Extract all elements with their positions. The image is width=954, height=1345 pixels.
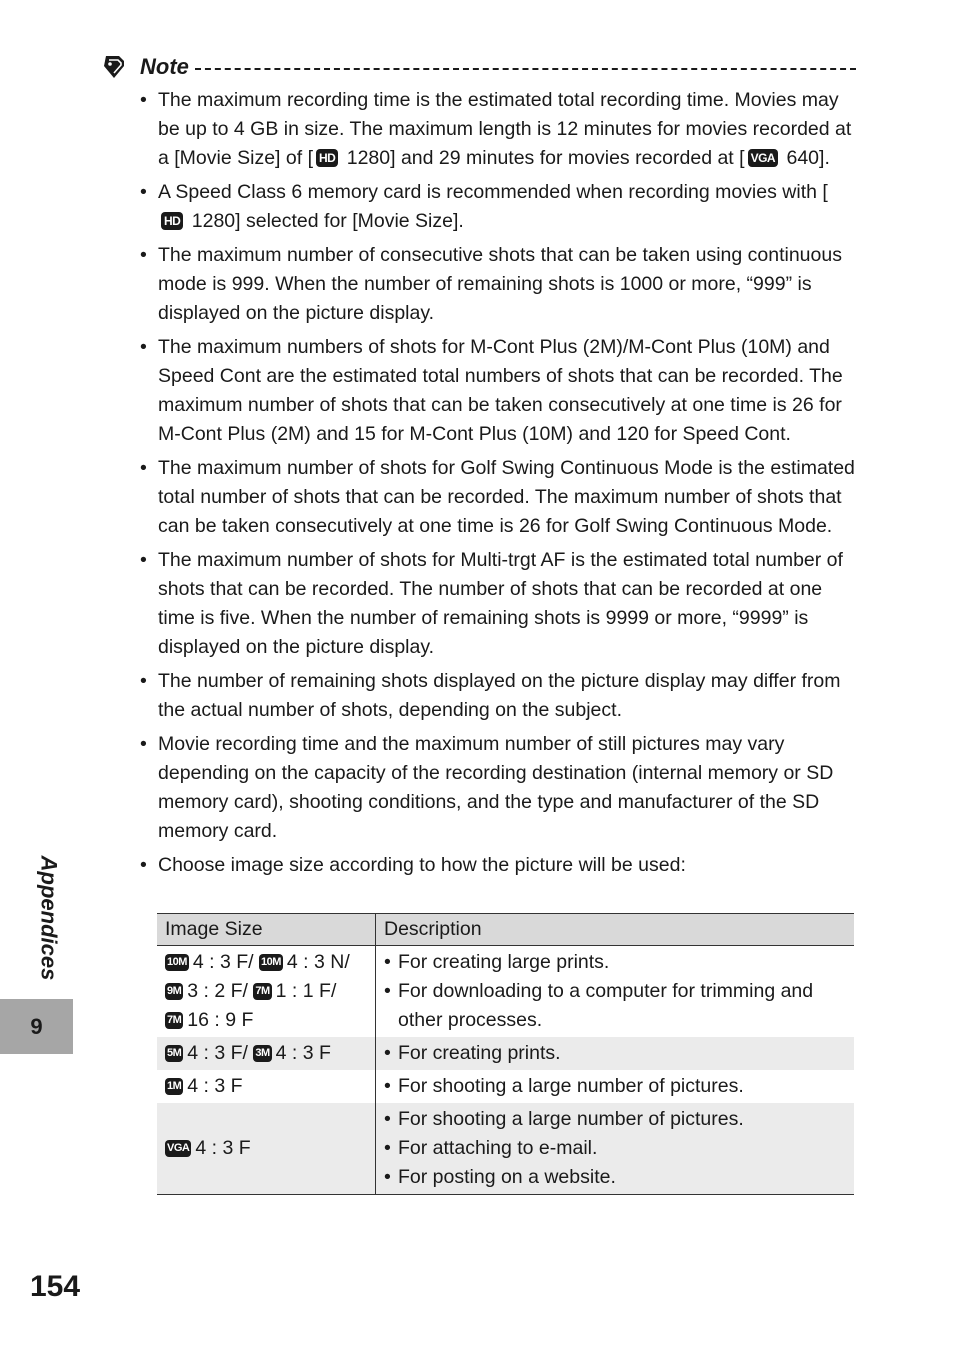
description-item: • For shooting a large number of pictures. <box>384 1105 846 1134</box>
text-run: The maximum recording time is the estimated total recording time. Movies may be up to 4 GB in size. The maximum length is 12 minutes for movies recorded at a [Movie Size] of [ <box>158 89 852 169</box>
text-run: A Speed Class 6 memory card is recommended when recording movies with [ <box>158 181 828 203</box>
text-run: 4 : 3 F <box>195 1137 251 1159</box>
note-item <box>138 851 856 880</box>
text-run: 4 : 3 F <box>187 1075 243 1097</box>
section-side-label <box>26 850 70 985</box>
image-size-line <box>165 977 367 1006</box>
text-run: 3 : 2 F/ <box>187 980 254 1002</box>
image-size-line <box>165 1039 367 1068</box>
image-size-line <box>165 948 367 977</box>
chapter-tab <box>0 999 73 1054</box>
column-header-image-size: Image Size <box>157 914 376 946</box>
note-dashed-rule <box>195 68 856 70</box>
mode-badge-icon: HD <box>316 149 338 167</box>
note-item <box>138 241 856 328</box>
description-item: • For attaching to e-mail. <box>384 1134 846 1163</box>
note-item <box>138 667 856 725</box>
mode-badge-icon: 1M <box>165 1078 183 1095</box>
text-run: 4 : 3 F <box>275 1042 331 1064</box>
table-header-row <box>157 914 854 946</box>
mode-badge-icon: 7M <box>165 1012 183 1029</box>
note-item <box>138 546 856 662</box>
note-item <box>138 178 856 236</box>
text-run: The maximum numbers of shots for M-Cont Plus (2M)/M-Cont Plus (10M) and Speed Cont are the estimated total numbers of shots that can be recorded. The maximum number of shots that can be taken consecutively at one time is 26 for M-Cont Plus (2M) and 15 for M-Cont Plus (10M) and 120 for Speed Cont. <box>158 336 843 445</box>
image-size-cell <box>157 1037 376 1070</box>
text-run: 1280] and 29 minutes for movies recorded at [ <box>341 147 745 169</box>
mode-badge-icon: HD <box>161 212 183 230</box>
image-size-line <box>165 1072 367 1101</box>
table-row <box>157 1103 854 1195</box>
text-run: 16 : 9 F <box>187 1009 254 1031</box>
section-side-label-text: Appendices <box>36 855 62 980</box>
text-run: 1 : 1 F/ <box>275 980 337 1002</box>
text-run: The number of remaining shots displayed on the picture display may differ from the actual number of shots, depending on the subject. <box>158 670 841 721</box>
table-row <box>157 946 854 1038</box>
note-list <box>138 86 856 885</box>
mode-badge-icon: 9M <box>165 983 183 1000</box>
mode-badge-icon: 5M <box>165 1045 183 1062</box>
table-row <box>157 1037 854 1070</box>
mode-badge-icon: 7M <box>253 983 271 1000</box>
image-size-line <box>165 1006 367 1035</box>
description-cell <box>376 1037 855 1070</box>
text-run: The maximum number of consecutive shots that can be taken using continuous mode is 999. When the number of remaining shots is 1000 or more, “999” is displayed on the picture display. <box>158 244 842 324</box>
text-run: Movie recording time and the maximum number of still pictures may vary depending on the capacity of the recording destination (internal memory or SD memory card), shooting conditions, and the type and manufacturer of the SD memory card. <box>158 733 834 842</box>
image-size-cell <box>157 1070 376 1103</box>
mode-badge-icon: 10M <box>259 954 283 971</box>
description-item: • For posting on a website. <box>384 1163 846 1192</box>
note-pencil-icon <box>100 53 128 81</box>
description-cell <box>376 1070 855 1103</box>
text-run: 4 : 3 F/ <box>192 951 260 973</box>
note-item <box>138 333 856 449</box>
text-run: 4 : 3 F/ <box>187 1042 254 1064</box>
mode-badge-icon: VGA <box>165 1140 191 1157</box>
description-item: • For creating prints. <box>384 1039 846 1068</box>
mode-badge-icon: VGA <box>748 149 779 167</box>
text-run: 4 : 3 N/ <box>286 951 350 973</box>
note-header <box>100 50 856 84</box>
column-header-description: Description <box>376 914 855 946</box>
description-item: • For downloading to a computer for trimming and other processes. <box>384 977 846 1035</box>
text-run: The maximum number of shots for Golf Swing Continuous Mode is the estimated total number of shots that can be recorded. The maximum number of shots that can be taken consecutively at one time is 26 for Golf Swing Continuous Mode. <box>158 457 855 537</box>
image-size-line <box>165 1134 367 1163</box>
page-number: 154 <box>30 1270 81 1303</box>
mode-badge-icon: 10M <box>165 954 189 971</box>
description-item: • For creating large prints. <box>384 948 846 977</box>
text-run: Choose image size according to how the picture will be used: <box>158 854 686 876</box>
text-run: The maximum number of shots for Multi-trgt AF is the estimated total number of shots that can be recorded. The number of shots that can be recorded at one time is five. When the number of remaining shots is 9999 or more, “9999” is displayed on the picture display. <box>158 549 843 658</box>
text-run: 640]. <box>781 147 830 169</box>
note-title: Note <box>140 54 189 79</box>
image-size-cell <box>157 1103 376 1195</box>
description-cell <box>376 1103 855 1195</box>
description-item: • For shooting a large number of pictures. <box>384 1072 846 1101</box>
note-item <box>138 86 856 173</box>
text-run: 1280] selected for [Movie Size]. <box>186 210 464 232</box>
image-size-table <box>157 913 854 1195</box>
image-size-cell <box>157 946 376 1038</box>
note-item <box>138 454 856 541</box>
description-cell <box>376 946 855 1038</box>
chapter-number: 9 <box>30 1013 43 1039</box>
note-item <box>138 730 856 846</box>
table-row <box>157 1070 854 1103</box>
mode-badge-icon: 3M <box>253 1045 271 1062</box>
